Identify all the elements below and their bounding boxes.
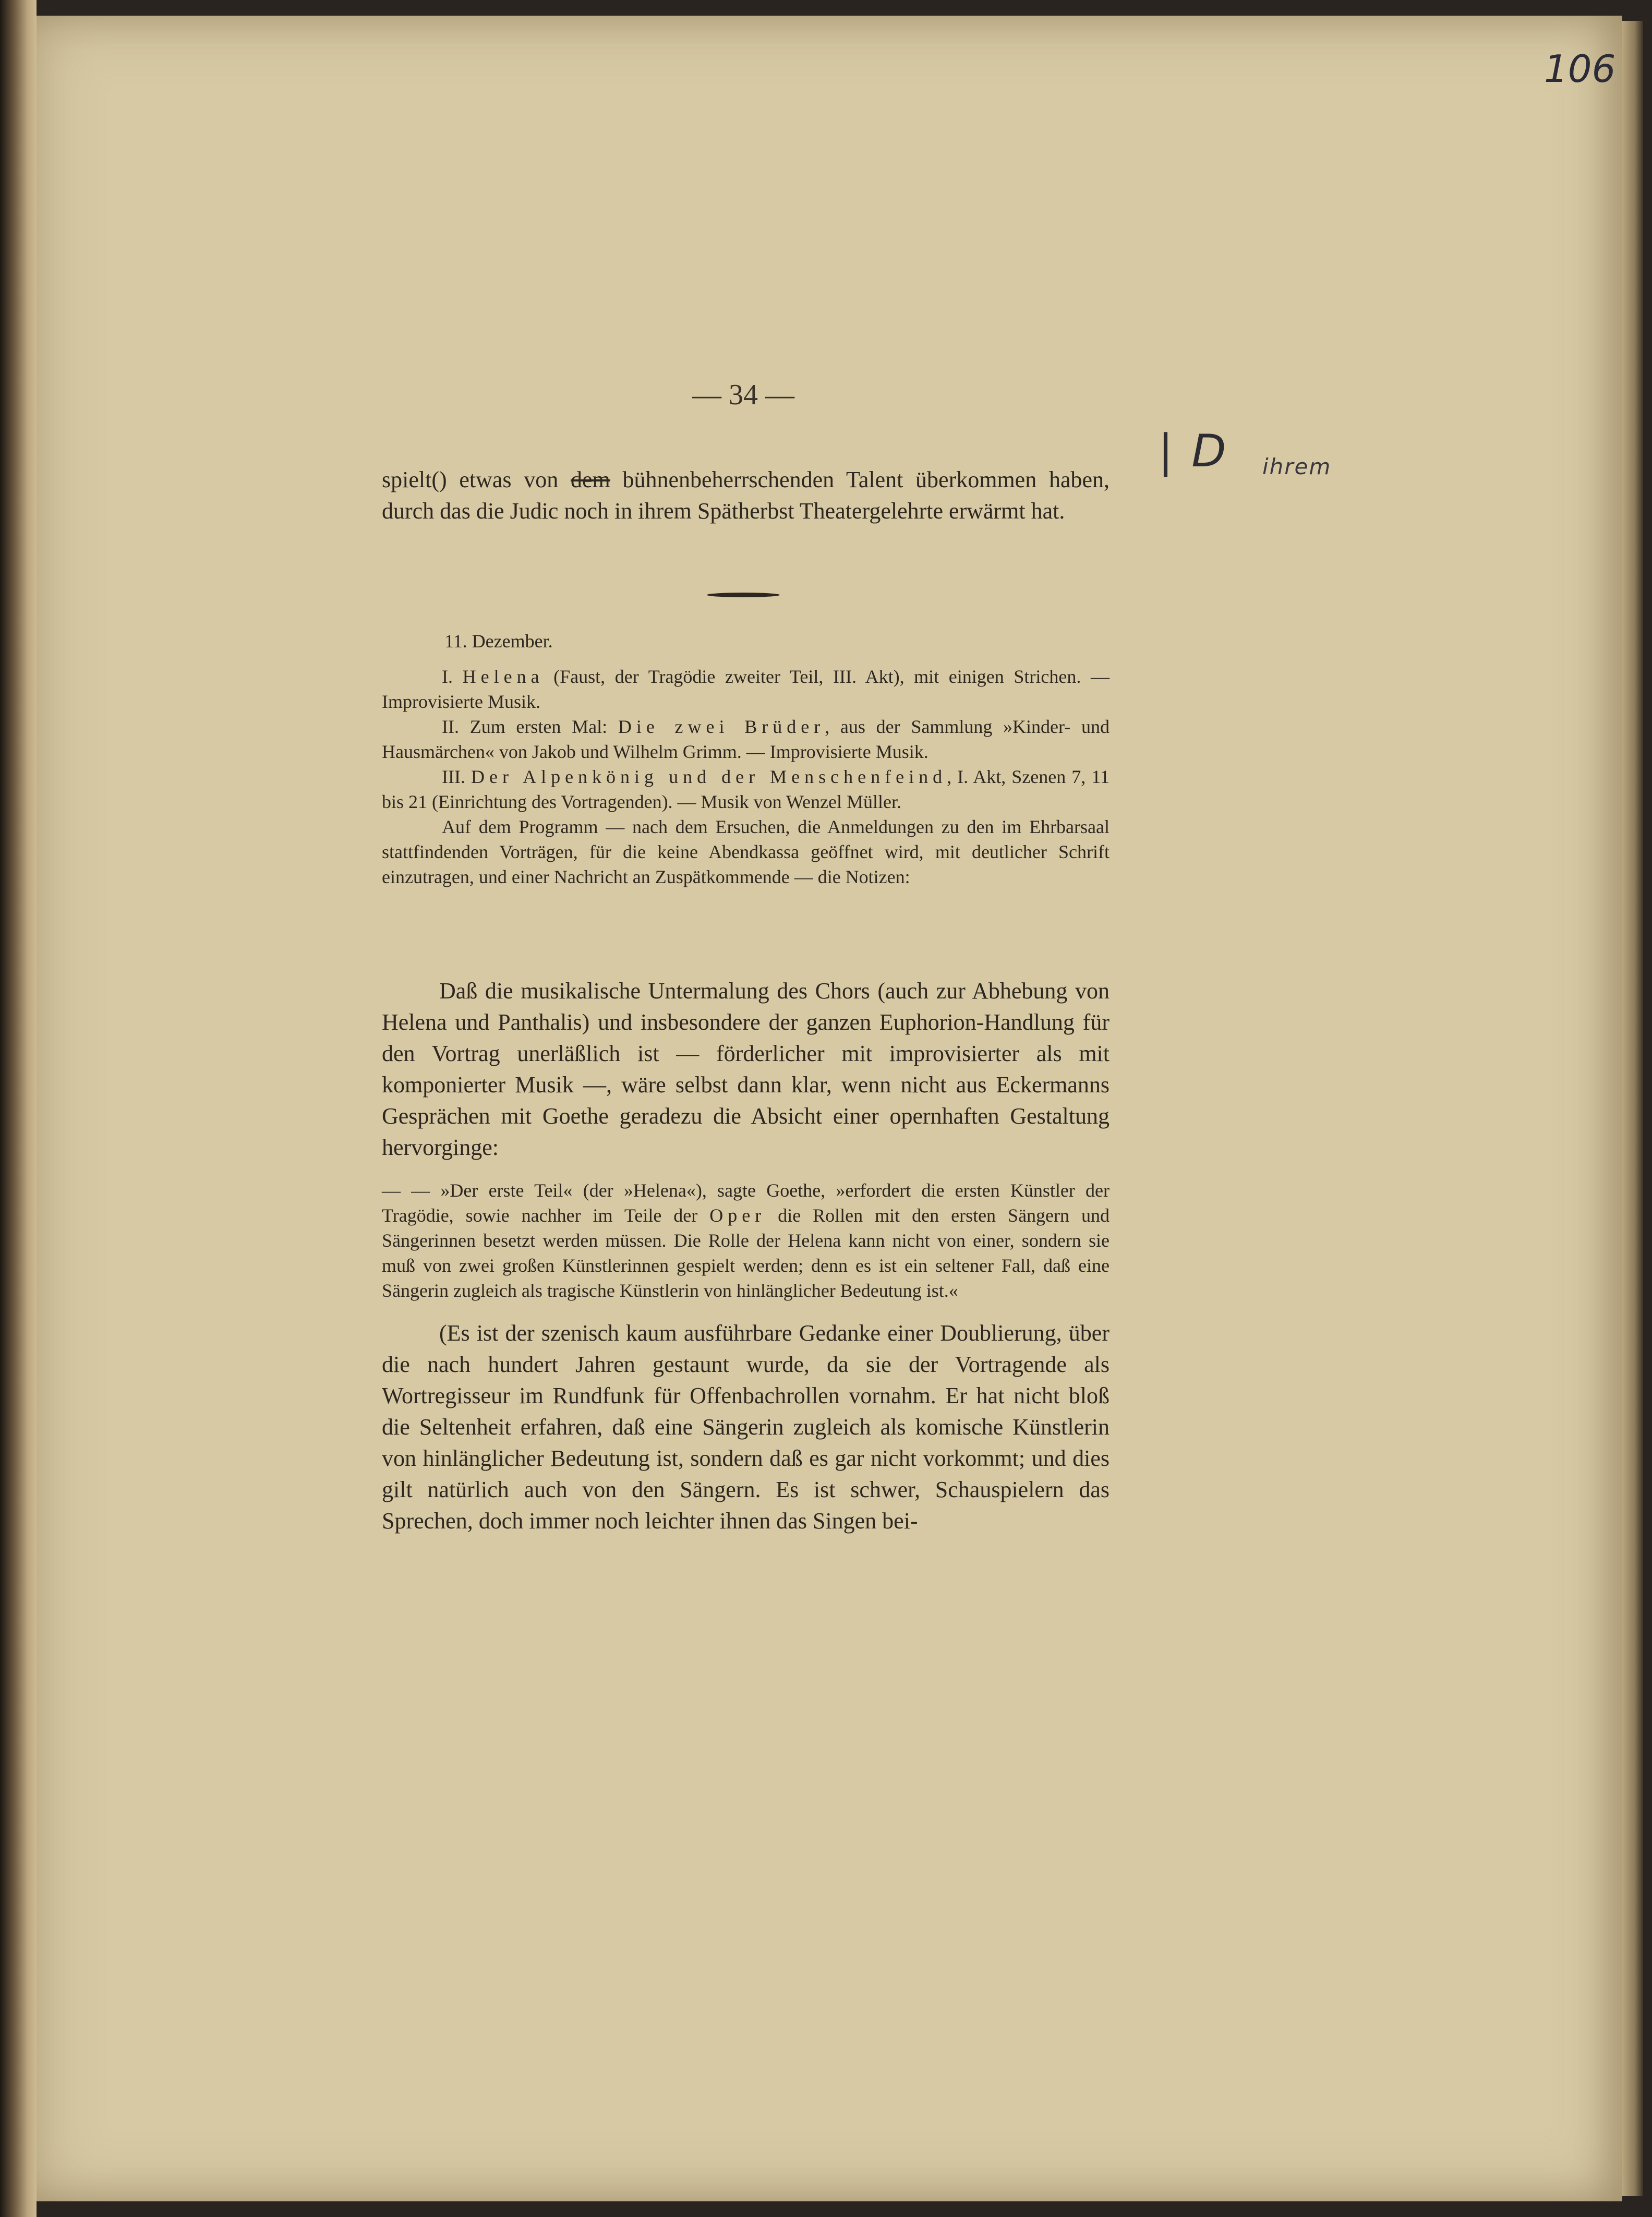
item-description: , I. Akt, Szenen 7, 11 bis 21 (Einrichtung des Vortragenden). — Musik von Wenzel Müller. <box>382 766 1110 812</box>
page-number: — 34 — <box>692 379 794 411</box>
program-note: Auf dem Programm — nach dem Ersuchen, die Anmeldungen zu den im Ehrbarsaal stattfindenden Vorträgen, für die keine Abendkassa geöffnet wird, mit deutlicher Schrift einzutragen, und einer Nachricht an Zuspätkommende — die Notizen: <box>382 816 1110 887</box>
margin-correction-mark: | D <box>1158 425 1228 477</box>
opening-text-part: ) etwas von <box>439 467 571 492</box>
margin-correction-word: ihrem <box>1262 454 1332 479</box>
program-section <box>382 629 1110 889</box>
page-edge <box>1622 21 1643 2196</box>
main-body <box>382 975 1110 1537</box>
section-divider <box>707 593 780 597</box>
body-paragraph-2: (Es ist der szenisch kaum ausführbare Gedanke einer Doublierung, über die nach hundert Jahren gestaunt wurde, da sie der Vortragende als Wortregisseur im Rundfunk für Offenbachrollen vornahm. Er hat nicht bloß die Seltenheit erfahren, daß eine Sängerin zugleich als komische Künstlerin von hinlänglicher Bedeutung ist, sondern daß es gar nicht vorkommt; und dies gilt natürlich auch von den Sängern. Es ist schwer, Schauspielern das Sprechen, doch immer noch leichter ihnen das Singen bei- <box>382 1320 1110 1534</box>
item-title: Der Alpenkönig und der Menschenfeind <box>471 766 947 787</box>
program-item-1 <box>382 664 1110 714</box>
item-number: II. Zum ersten Mal: <box>442 716 618 737</box>
goethe-quote <box>382 1178 1110 1303</box>
item-description: , aus der Sammlung »Kinder- und Hausmärchen« von Jakob und Wilhelm Grimm. — Improvisierte Musik. <box>382 716 1110 762</box>
body-paragraph-1: Daß die musikalische Untermalung des Chors (auch zur Abhebung von Helena und Panthalis) und insbesondere der ganzen Euphorion-Handlung für den Vortrag unerläßlich ist — förderlicher mit improvisierter als mit komponierter Musik —, wäre selbst dann klar, wenn nicht aus Eckermanns Gesprächen mit Goethe geradezu die Absicht einer opernhaften Gestaltung hervorginge: <box>382 978 1110 1160</box>
struck-word: dem <box>571 467 610 492</box>
item-number: I. <box>442 666 463 687</box>
opening-text <box>382 464 1110 527</box>
opening-paragraph <box>382 464 1110 527</box>
opening-text-rest: bühnenbeherrschenden Talent überkommen haben, durch das die Judic noch in ihrem Spätherbst Theatergelehrte erwärmt hat. <box>382 467 1110 524</box>
handwritten-folio-number: 106 <box>1544 47 1616 91</box>
item-title: Die zwei Brüder <box>618 716 825 737</box>
item-description: (Faust, der Tragödie zweiter Teil, III. Akt), mit einigen Strichen. — Improvisierte Musik. <box>382 666 1110 712</box>
program-item-2 <box>382 714 1110 764</box>
program-item-3 <box>382 764 1110 814</box>
quote-emphasis: Oper <box>709 1205 766 1226</box>
item-title: Helena <box>462 666 544 687</box>
quote-text: — — »Der erste Teil« (der »Helena«), sagte Goethe, »erfordert die ersten Künstler der Tragödie, sowie nachher im Teile der <box>382 1180 1110 1226</box>
book-spine <box>0 0 37 2217</box>
item-number: III. <box>442 766 472 787</box>
program-date: 11. Dezember. <box>444 631 553 652</box>
quote-text-rest: die Rollen mit den ersten Sängern und Sängerinnen besetzt werden müssen. Die Rolle der Helena kann nicht von einer, sondern sie muß von zwei großen Künstlerinnen gespielt werden; denn es ist ein seltener Fall, daß eine Sängerin zugleich als tragische Künstlerin von hinlänglicher Bedeutung ist.« <box>382 1205 1110 1301</box>
corrected-word: spielt( <box>382 467 439 492</box>
